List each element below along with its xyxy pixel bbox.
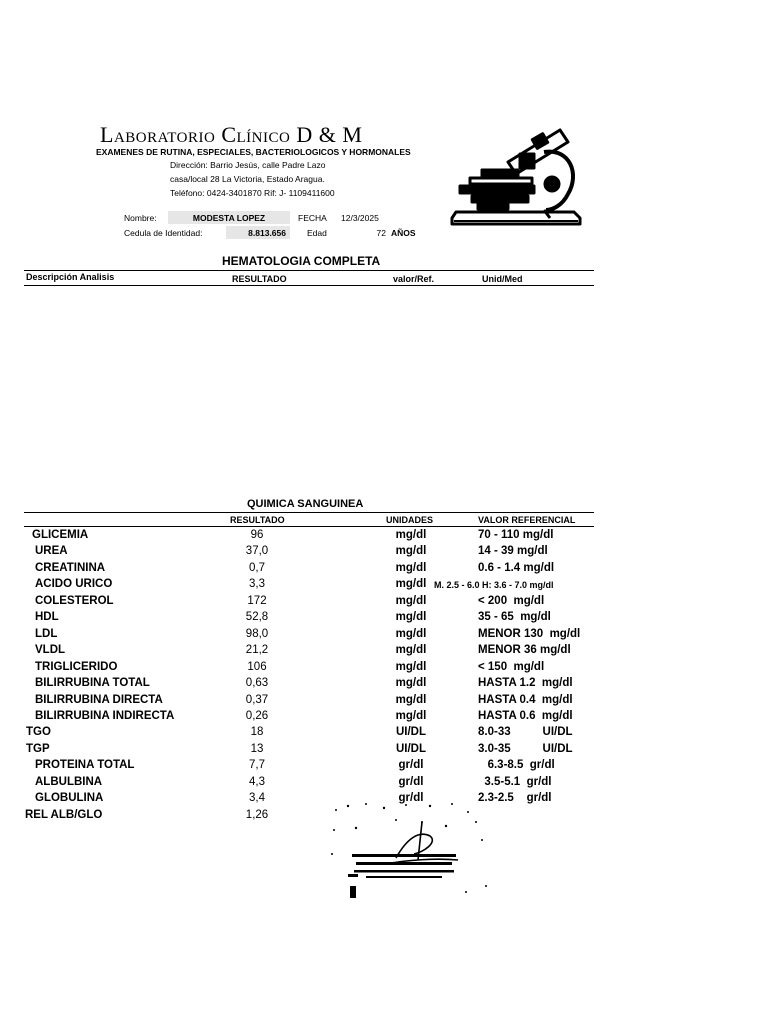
- chem-unit: gr/dl: [398, 759, 424, 772]
- chem-reference: 70 - 110 mg/dl: [478, 529, 554, 541]
- chem-row: [0, 545, 768, 561]
- chem-reference: 35 - 65 mg/dl: [478, 611, 551, 624]
- chem-name: REL ALB/GLO: [25, 808, 103, 821]
- age-value: 72: [376, 228, 386, 238]
- hematologia-top-rule: [24, 270, 594, 271]
- chem-name: ACIDO URICO: [35, 578, 113, 591]
- address-line-1: Dirección: Barrio Jesús, calle Padre Lazo: [170, 160, 326, 170]
- address-line-2: casa/local 28 La Victoria, Estado Aragua.: [170, 174, 325, 184]
- chem-row: [0, 726, 768, 742]
- chem-row: [0, 529, 768, 545]
- chem-unit: mg/dl: [395, 627, 427, 640]
- chem-row: [0, 710, 768, 726]
- lab-subtitle: EXAMENES DE RUTINA, ESPECIALES, BACTERIOLOGICOS Y HORMONALES: [96, 147, 411, 157]
- patient-name-label: Nombre:: [124, 213, 157, 223]
- chem-value: 18: [250, 726, 264, 739]
- chem-name: UREA: [35, 545, 68, 558]
- chem-unit: mg/dl: [395, 594, 427, 607]
- microscope-icon: [448, 122, 584, 232]
- chem-value: 0,26: [245, 709, 269, 722]
- chem-unit: mg/dl: [395, 660, 427, 673]
- chem-row: [0, 661, 768, 677]
- chem-unit: mg/dl: [395, 611, 427, 624]
- chem-reference: HASTA 0.4 mg/dl: [478, 693, 573, 706]
- col-q-unidades: UNIDADES: [386, 515, 434, 525]
- chem-reference: 0.6 - 1.4 mg/dl: [478, 561, 555, 574]
- chem-unit: gr/dl: [398, 792, 424, 805]
- chem-unit: mg/dl: [395, 529, 427, 541]
- chem-unit: UI/DL: [395, 742, 427, 755]
- chem-value: 3,4: [249, 792, 265, 805]
- chem-value: 21,2: [245, 644, 269, 657]
- chem-name: CREATININA: [35, 561, 106, 574]
- chem-reference: M. 2.5 - 6.0 H: 3.6 - 7.0 mg/dl: [434, 580, 554, 591]
- chem-name: HDL: [35, 611, 59, 624]
- chem-row: [0, 677, 768, 693]
- chem-value: 3,3: [249, 578, 265, 591]
- chem-unit: mg/dl: [395, 561, 427, 574]
- chem-value: 37,0: [245, 545, 269, 558]
- chem-reference: 8.0-33 UI/DL: [478, 726, 573, 739]
- chem-row: [0, 759, 768, 775]
- quimica-title: QUIMICA SANGUINEA: [247, 498, 364, 510]
- col-unid-med: Unid/Med: [482, 274, 523, 284]
- chem-name: TGO: [26, 726, 51, 739]
- report-date: 12/3/2025: [341, 213, 379, 223]
- col-resultado: RESULTADO: [232, 274, 287, 284]
- age-unit: AÑOS: [391, 228, 416, 238]
- chem-row: [0, 694, 768, 710]
- quimica-top-rule: [24, 512, 594, 513]
- chem-value: 172: [247, 594, 267, 607]
- chem-row: [0, 578, 768, 594]
- chem-name: BILIRRUBINA DIRECTA: [35, 693, 163, 706]
- col-descripcion: Descripción Analisis: [26, 272, 115, 282]
- chem-name: BILIRRUBINA TOTAL: [35, 677, 150, 690]
- chem-value: 13: [250, 742, 264, 755]
- id-number: 8.813.656: [248, 228, 286, 238]
- chem-value: 7,7: [249, 759, 265, 772]
- col-q-valor-ref: VALOR REFERENCIAL: [478, 515, 576, 525]
- chem-row: [0, 743, 768, 759]
- hematologia-bottom-rule: [24, 285, 594, 286]
- chem-row: [0, 611, 768, 627]
- id-label: Cedula de Identidad:: [124, 228, 203, 238]
- chem-reference: 14 - 39 mg/dl: [478, 545, 548, 558]
- chem-value: 0,63: [245, 677, 269, 690]
- chem-value: 106: [247, 660, 267, 673]
- chem-row: [0, 628, 768, 644]
- chem-reference: 2.3-2.5 gr/dl: [478, 792, 552, 805]
- chem-value: 96: [250, 529, 264, 541]
- chem-name: GLOBULINA: [35, 792, 104, 805]
- signature-stamp: [326, 800, 492, 900]
- hematologia-title: HEMATOLOGIA COMPLETA: [222, 254, 381, 268]
- chem-value: 52,8: [245, 611, 269, 624]
- chem-value: 98,0: [245, 627, 269, 640]
- chem-value: 0,7: [249, 561, 265, 574]
- chem-unit: mg/dl: [395, 578, 427, 591]
- chem-reference: HASTA 1.2 mg/dl: [478, 677, 573, 690]
- chem-reference: HASTA 0.6 mg/dl: [478, 709, 573, 722]
- patient-name: MODESTA LOPEZ: [192, 213, 266, 223]
- chem-name: COLESTEROL: [35, 594, 114, 607]
- chem-unit: mg/dl: [395, 545, 427, 558]
- chem-name: ALBULBINA: [35, 775, 103, 788]
- chem-reference: < 150 mg/dl: [478, 660, 545, 673]
- chem-value: 0,37: [245, 693, 269, 706]
- chem-unit: UI/DL: [395, 726, 427, 739]
- chem-unit: mg/dl: [395, 677, 427, 690]
- col-q-resultado: RESULTADO: [230, 515, 285, 525]
- chem-value: 4,3: [249, 775, 265, 788]
- chem-name: LDL: [35, 627, 58, 640]
- chem-name: TRIGLICERIDO: [35, 660, 118, 673]
- chem-reference: MENOR 36 mg/dl: [478, 644, 571, 657]
- lab-name: Laboratorio Clínico D & M: [100, 122, 363, 147]
- chem-name: VLDL: [35, 644, 66, 657]
- chem-unit: mg/dl: [395, 693, 427, 706]
- chem-row: [0, 562, 768, 578]
- chem-reference: 3.0-35 UI/DL: [478, 742, 573, 755]
- chem-unit: mg/dl: [395, 709, 427, 722]
- date-label: FECHA: [298, 213, 327, 223]
- chem-name: BILIRRUBINA INDIRECTA: [35, 709, 175, 722]
- chem-reference: < 200 mg/dl: [478, 594, 545, 607]
- phone-line: Teléfono: 0424-3401870 Rif: J- 1109411600: [170, 188, 335, 198]
- chem-name: GLICEMIA: [32, 529, 89, 541]
- chem-name: PROTEINA TOTAL: [35, 759, 135, 772]
- chem-reference: MENOR 130 mg/dl: [478, 627, 581, 640]
- chem-unit: gr/dl: [398, 775, 424, 788]
- chem-unit: mg/dl: [395, 644, 427, 657]
- quimica-header-rule: [24, 526, 594, 527]
- chem-row: [0, 644, 768, 660]
- chem-row: [0, 776, 768, 792]
- chem-name: TGP: [26, 742, 50, 755]
- age-label: Edad: [307, 228, 327, 238]
- chem-reference: 3.5-5.1 gr/dl: [478, 775, 552, 788]
- col-valor-ref: valor/Ref.: [393, 274, 435, 284]
- chem-row: [0, 595, 768, 611]
- chem-value: 1,26: [245, 808, 269, 821]
- chem-reference: 6.3-8.5 gr/dl: [478, 759, 555, 772]
